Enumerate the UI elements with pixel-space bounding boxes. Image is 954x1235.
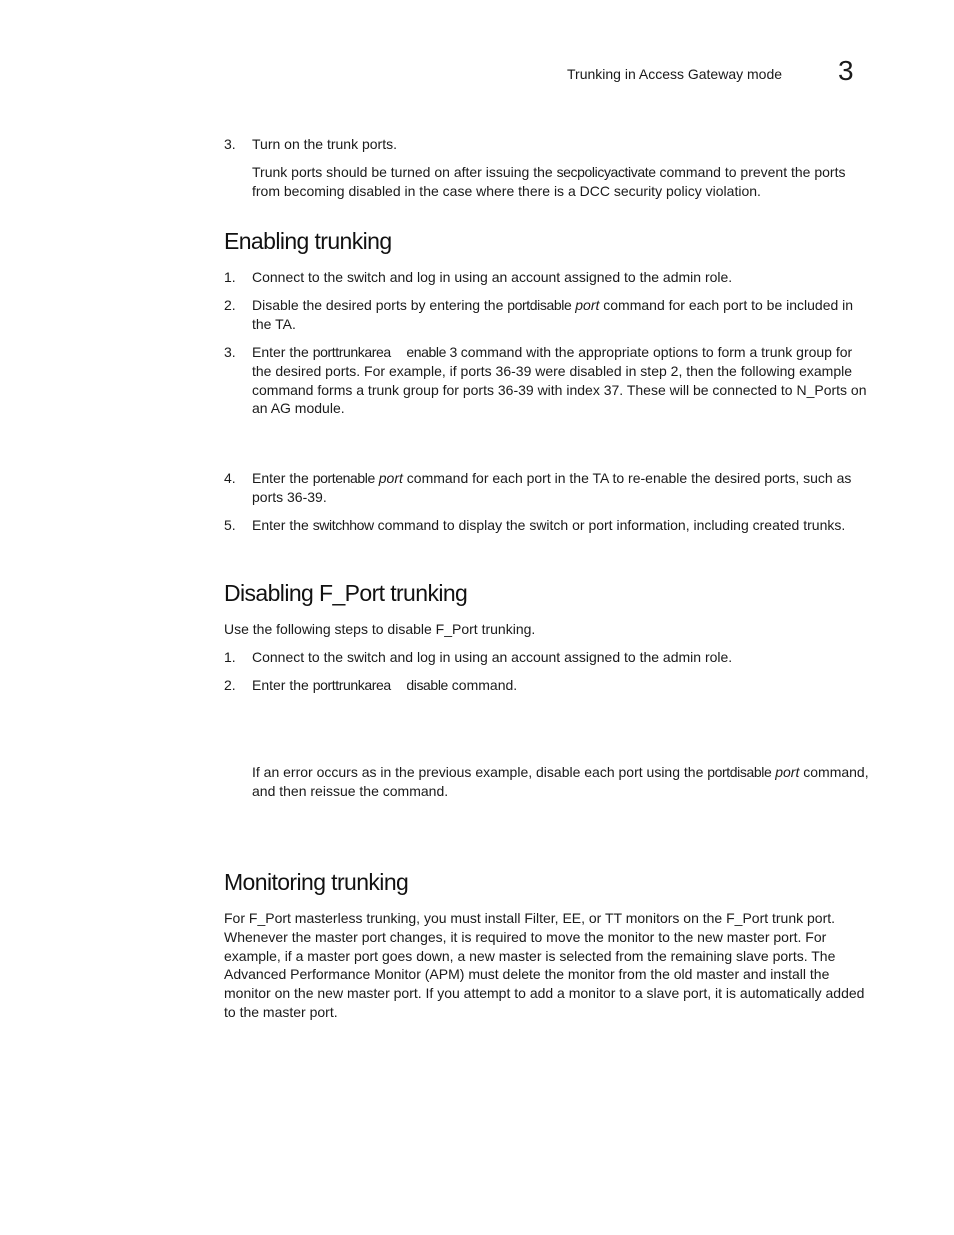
command-option-enable: enable 3	[406, 344, 457, 360]
step-3-note: Trunk ports should be turned on after issuing the secpolicyactivate command to prevent the ports from becoming disabled in the case where there is a DCC security policy violation.	[252, 164, 846, 199]
monitoring-body: For F_Port masterless trunking, you must install Filter, EE, or TT monitors on the F_Port trunk port. Whenever the master port changes, it is required to move the monitor to the new master port. For example, if a master port goes down, a new master is selected from the remaining slave ports. The Advanced Performance Monitor (APM) must delete the monitor from the old master and install the monitor on the new master port. If you attempt to add a monitor to a slave port, it is automatically added to the master port.	[224, 910, 865, 1020]
section-heading-disabling-fport-trunking: Disabling F_Port trunking	[224, 580, 468, 606]
command-secpolicyactivate: secpolicyactivate	[556, 164, 656, 180]
disabling-intro: Use the following steps to disable F_Port trunking.	[224, 621, 536, 637]
chapter-number: 3	[838, 55, 854, 86]
argument-port: port	[378, 470, 403, 486]
command-portdisable: portdisable	[707, 764, 772, 780]
command-option-disable: disable	[406, 677, 448, 693]
command-switchhow: switchhow	[312, 517, 374, 533]
command-porttrunkarea: porttrunkarea	[312, 677, 391, 693]
argument-port: port	[575, 297, 600, 313]
command-portdisable: portdisable	[507, 297, 572, 313]
command-porttrunkarea: porttrunkarea	[312, 344, 391, 360]
running-header-title: Trunking in Access Gateway mode	[567, 66, 783, 82]
command-portenable: portenable	[312, 470, 375, 486]
section-heading-monitoring-trunking: Monitoring trunking	[224, 869, 409, 895]
section-heading-enabling-trunking: Enabling trunking	[224, 228, 392, 254]
disable-error-note: If an error occurs as in the previous example, disable each port using the portdisable port command, and then reissue the command.	[252, 764, 869, 799]
step-number: 3.	[224, 136, 236, 152]
argument-port: port	[775, 764, 800, 780]
step-text: Turn on the trunk ports.	[252, 136, 397, 152]
